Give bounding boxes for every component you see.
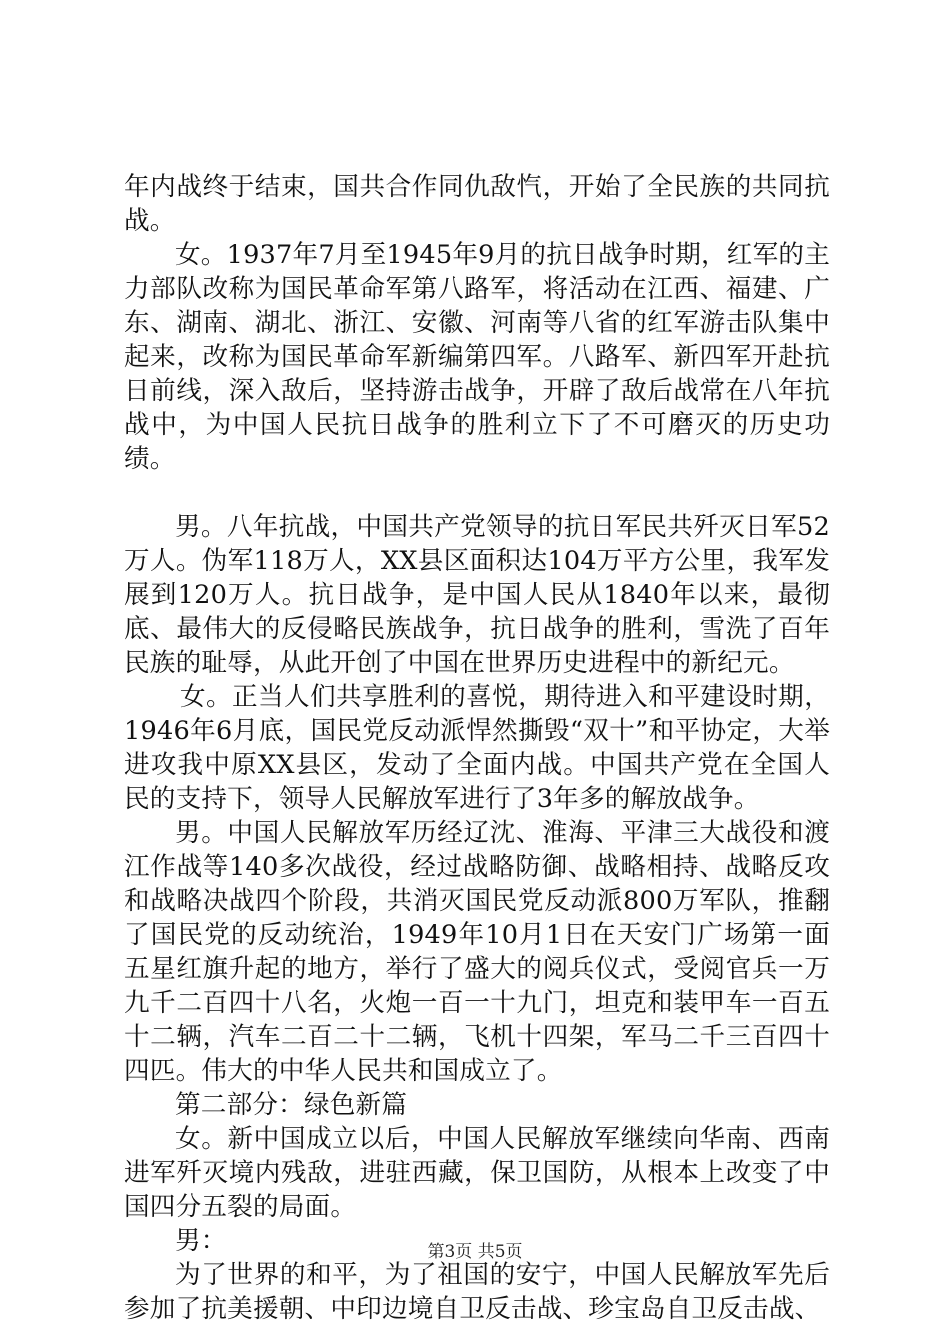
- speaker-label-male: 男：: [175, 1226, 227, 1256]
- paragraph-male-eight-year-war: 男。八年抗战，中国共产党领导的抗日军民共歼灭日军52万人。伪军118万人，XX县区面积达104万平方公里，我军发展到120万人。抗日战争，是中国人民从1840年以来，最彻底、最伟大的反侵略民族战争，抗日战争的胜利，雪洗了百年民族的耻辱，从此开创了中国在世界历史进程中的新纪元。: [124, 512, 830, 678]
- document-body: [124, 170, 830, 1326]
- paragraph-male-liberation: 男。中国人民解放军历经辽沈、淮海、平津三大战役和渡江作战等140多次战役，经过战略防御、战略相持、战略反攻和战略决战四个阶段，共消灭国民党反动派800万军队，推翻了国民党的反动统治，1949年10月1日在天安门广场第一面五星红旗升起的地方，举行了盛大的阅兵仪式，受阅官兵一万九千二百四十八名，火炮一百一十九门，坦克和装甲车一百五十二辆，汽车二百二十二辆，飞机十四架，军马二千三百四十四匹。伟大的中华人民共和国成立了。: [124, 818, 830, 1086]
- page-number-indicator: 第3页 共5页: [427, 1242, 523, 1262]
- section-heading-part-two: 第二部分：绿色新篇: [175, 1090, 408, 1120]
- paragraph-female-civil-war: 女。正当人们共享胜利的喜悦，期待进入和平建设时期，1946年6月底，国民党反动派悍然撕毁“双十”和平协定，大举进攻我中原XX县区，发动了全面内战。中国共产党在全国人民的支持下，领导人民解放军进行了3年多的解放战争。: [124, 682, 830, 814]
- page-footer: [0, 1240, 950, 1264]
- paragraph-world-peace: 为了世界的和平，为了祖国的安宁，中国人民解放军先后参加了抗美援朝、中印边境自卫反击战、珍宝岛自卫反击战、: [124, 1260, 830, 1324]
- paragraph-female-anti-japanese-war: 女。1937年7月至1945年9月的抗日战争时期，红军的主力部队改称为国民革命军第八路军，将活动在江西、福建、广东、湖南、湖北、浙江、安徽、河南等八省的红军游击队集中起来，改称为国民革命军新编第四军。八路军、新四军开赴抗日前线，深入敌后，坚持游击战争，开辟了敌后战常在八年抗战中，为中国人民抗日战争的胜利立下了不可磨灭的历史功绩。: [124, 240, 830, 474]
- paragraph-female-new-china: 女。新中国成立以后，中国人民解放军继续向华南、西南进军歼灭境内残敌，进驻西藏，保卫国防，从根本上改变了中国四分五裂的局面。: [124, 1124, 830, 1222]
- paragraph-continuation: 年内战终于结束，国共合作同仇敌忾，开始了全民族的共同抗战。: [124, 172, 830, 236]
